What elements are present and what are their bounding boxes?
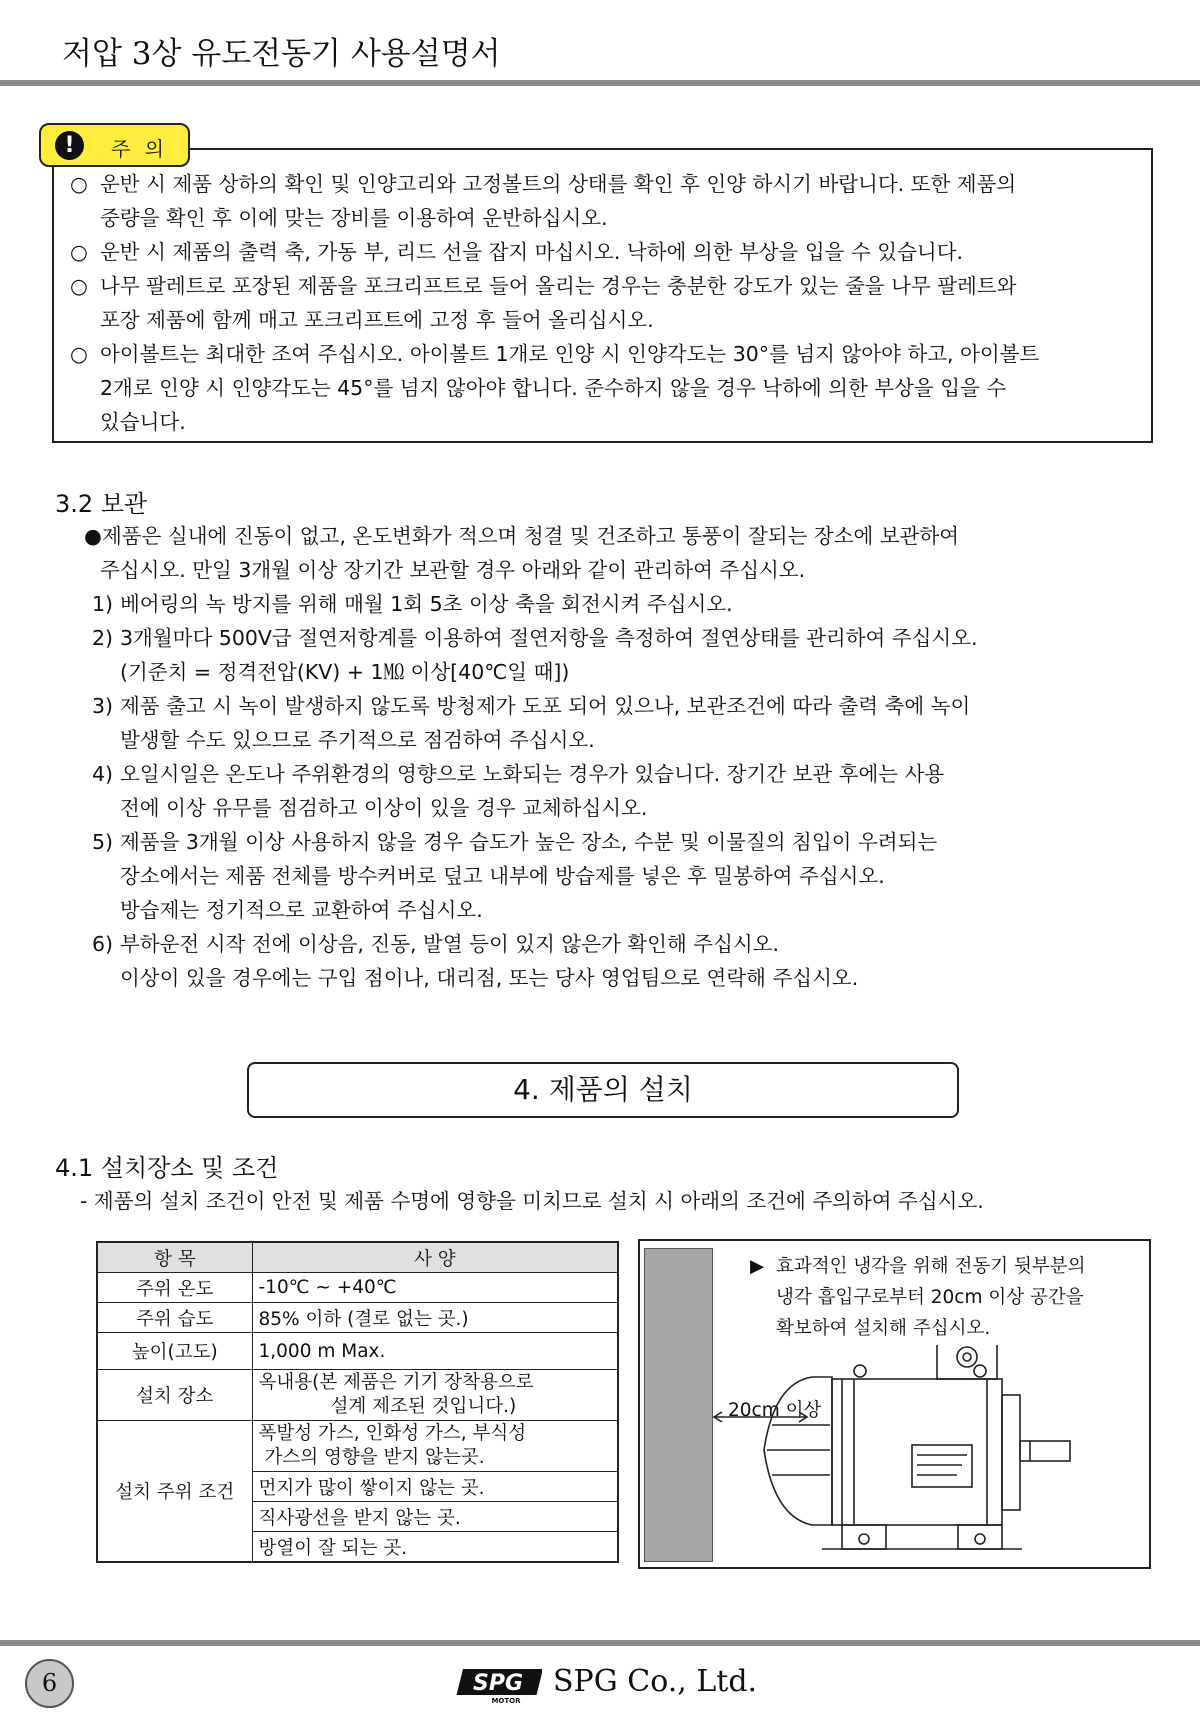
storage-item-line: 장소에서는 제품 전체를 방수커버로 덮고 내부에 방습제를 넣은 후 밀봉하여 주십시오. [120, 864, 885, 888]
logo-text: SPG [472, 1671, 524, 1696]
table-cell-label: 높이(고도) [97, 1333, 252, 1370]
terminal-box [937, 1345, 997, 1379]
caution-line: 있습니다. [100, 410, 186, 434]
table-row [97, 1370, 618, 1421]
wall-illustration [644, 1248, 713, 1562]
company-name: SPG Co., Ltd. [553, 1664, 758, 1699]
triangle-right-icon: ▶ [750, 1256, 765, 1277]
storage-item-line: 제품을 3개월 이상 사용하지 않을 경우 습도가 높은 장소, 수분 및 이물질의 침입이 우려되는 [120, 830, 938, 854]
table-cell-label: 설치 주위 조건 [97, 1421, 252, 1563]
storage-item-line: 방습제는 정기적으로 교환하여 주십시오. [120, 898, 483, 922]
motor-body [832, 1379, 1002, 1525]
storage-intro [84, 519, 1184, 587]
storage-item [92, 757, 1184, 825]
table-cell-value: 방열이 잘 되는 곳. [252, 1532, 618, 1563]
cond-line: 가스의 영향을 받지 않는곳. [264, 1447, 485, 1468]
caution-list [70, 167, 1150, 439]
mount-foot [842, 1525, 886, 1549]
table-row [97, 1303, 618, 1333]
table-cell-value: 직사광선을 받지 않는 곳. [252, 1502, 618, 1532]
caution-line: 중량을 확인 후 이에 맞는 장비를 이용하여 운반하십시오. [100, 206, 608, 230]
storage-item [92, 621, 1184, 689]
logo-subtext: MOTOR [491, 1697, 521, 1705]
caution-label: 주 의 [111, 137, 168, 161]
item-number: 1) [92, 592, 114, 616]
table-cell-value: 먼지가 많이 쌓이지 않는 곳. [252, 1472, 618, 1502]
end-flange [1002, 1395, 1020, 1510]
fan-cover [764, 1377, 832, 1525]
nameplate [912, 1445, 972, 1487]
caution-line: 포장 제품에 함께 매고 포크리프트에 고정 후 들어 올리십시오. [100, 308, 654, 332]
caution-line: 운반 시 제품 상하의 확인 및 인양고리와 고정볼트의 상태를 확인 후 인양 하시기 바랍니다. 또한 제품의 [100, 172, 1017, 196]
caution-item [70, 269, 1150, 337]
item-number: 6) [92, 932, 114, 956]
table-header-spec: 사 양 [252, 1242, 618, 1273]
caution-item [70, 167, 1150, 235]
table-row [97, 1333, 618, 1370]
storage-intro-line: 주십시오. 만일 3개월 이상 장기간 보관할 경우 아래와 같이 관리하여 주십시오. [100, 558, 806, 582]
table-cell-value [252, 1421, 618, 1472]
storage-item-line: 오일시일은 온도나 주위환경의 영향으로 노화되는 경우가 있습니다. 장기간 보관 후에는 사용 [120, 762, 945, 786]
mount-foot [958, 1525, 1002, 1549]
storage-item-line: 발생할 수도 있으므로 주기적으로 점검하여 주십시오. [120, 728, 595, 752]
caution-item [70, 235, 1150, 269]
spg-logo [450, 1665, 542, 1705]
circle-bullet-icon: ○ [70, 172, 88, 196]
section-heading-install: 4.1 설치장소 및 조건 [55, 1154, 279, 1182]
motor-illustration [712, 1345, 1112, 1560]
table-cell-label: 설치 장소 [97, 1370, 252, 1421]
output-shaft [1020, 1441, 1070, 1461]
caution-line: 아이볼트는 최대한 조여 주십시오. 아이볼트 1개로 인양 시 인양각도는 30°를 넘지 않아야 하고, 아이볼트 [100, 342, 1040, 366]
page-number: 6 [25, 1659, 74, 1708]
table-cell-label: 주위 온도 [97, 1273, 252, 1303]
caution-item [70, 337, 1150, 439]
footer-divider [0, 1640, 1200, 1646]
header-divider [0, 80, 1200, 86]
item-number: 4) [92, 762, 114, 786]
storage-item-line: 제품 출고 시 녹이 발생하지 않도록 방청제가 도포 되어 있으나, 보관조건에 따라 출력 축에 녹이 [120, 694, 971, 718]
table-cell-value: -10℃ ~ +40℃ [252, 1273, 618, 1303]
item-number: 5) [92, 830, 114, 854]
storage-item-line: 베어링의 녹 방지를 위해 매월 1회 5초 이상 축을 회전시켜 주십시오. [120, 592, 733, 616]
exclamation-icon: ! [55, 131, 84, 160]
storage-item [92, 825, 1184, 927]
storage-item-line: 이상이 있을 경우에는 구입 점이나, 대리점, 또는 당사 영업팀으로 연락해 주십시오. [120, 966, 859, 990]
item-number: 2) [92, 626, 114, 650]
table-cell-label: 주위 습도 [97, 1303, 252, 1333]
section-heading-storage: 3.2 보관 [55, 490, 148, 518]
page-header-title: 저압 3상 유도전동기 사용설명서 [62, 36, 501, 72]
chapter-title: 4. 제품의 설치 [247, 1062, 959, 1118]
cond-line: 폭발성 가스, 인화성 가스, 부식성 [258, 1423, 527, 1444]
caution-line: 2개로 인양 시 인양각도는 45°를 넘지 않아야 합니다. 준수하지 않을 경우 낙하에 의한 부상을 입을 수 [100, 376, 1007, 400]
circle-bullet-icon: ○ [70, 240, 88, 264]
table-cell-value [252, 1370, 618, 1421]
storage-item-line: 부하운전 시작 전에 이상음, 진동, 발열 등이 있지 않은가 확인해 주십시오. [120, 932, 779, 956]
storage-item [92, 587, 1184, 621]
figure-note-line: 효과적인 냉각을 위해 전동기 뒷부분의 [776, 1256, 1086, 1277]
figure-note [752, 1251, 1137, 1344]
place-line: 옥내용(본 제품은 기기 장착용으로 [258, 1372, 534, 1393]
storage-item-line: (기준치 = 정격전압(KV) + 1㏁ 이상[40℃일 때]) [120, 660, 570, 684]
storage-item-line: 전에 이상 유무를 점검하고 이상이 있을 경우 교체하십시오. [120, 796, 648, 820]
install-spec-table [96, 1241, 619, 1563]
table-row [97, 1421, 618, 1472]
table-row [97, 1273, 618, 1303]
caution-line: 나무 팔레트로 포장된 제품을 포크리프트로 들어 올리는 경우는 충분한 강도가 있는 줄을 나무 팔레트와 [100, 274, 1017, 298]
storage-item [92, 689, 1184, 757]
caution-tag [39, 123, 190, 167]
figure-note-line: 확보하여 설치해 주십시오. [776, 1318, 991, 1339]
bullet-icon: ● [84, 524, 102, 548]
circle-bullet-icon: ○ [70, 274, 88, 298]
clearance-label: 20cm 이상 [728, 1400, 822, 1421]
table-header-item: 항 목 [97, 1242, 252, 1273]
storage-body [84, 519, 1184, 995]
table-cell-value: 1,000 m Max. [252, 1333, 618, 1370]
figure-note-line: 냉각 흡입구로부터 20cm 이상 공간을 [776, 1287, 1084, 1308]
table-cell-value: 85% 이하 (결로 없는 곳.) [252, 1303, 618, 1333]
storage-item-line: 3개월마다 500V급 절연저항계를 이용하여 절연저항을 측정하여 절연상태를 관리하여 주십시오. [120, 626, 978, 650]
table-header-row [97, 1242, 618, 1273]
install-intro: - 제품의 설치 조건이 안전 및 제품 수명에 영향을 미치므로 설치 시 아래의 조건에 주의하여 주십시오. [80, 1189, 984, 1213]
place-line: 설계 제조된 것입니다.) [330, 1396, 517, 1417]
item-number: 3) [92, 694, 114, 718]
circle-bullet-icon: ○ [70, 342, 88, 366]
storage-intro-line: 제품은 실내에 진동이 없고, 온도변화가 적으며 청결 및 건조하고 통풍이 잘되는 장소에 보관하여 [102, 524, 960, 548]
storage-item [92, 927, 1184, 995]
caution-line: 운반 시 제품의 출력 축, 가동 부, 리드 선을 잡지 마십시오. 낙하에 의한 부상을 입을 수 있습니다. [100, 240, 964, 264]
